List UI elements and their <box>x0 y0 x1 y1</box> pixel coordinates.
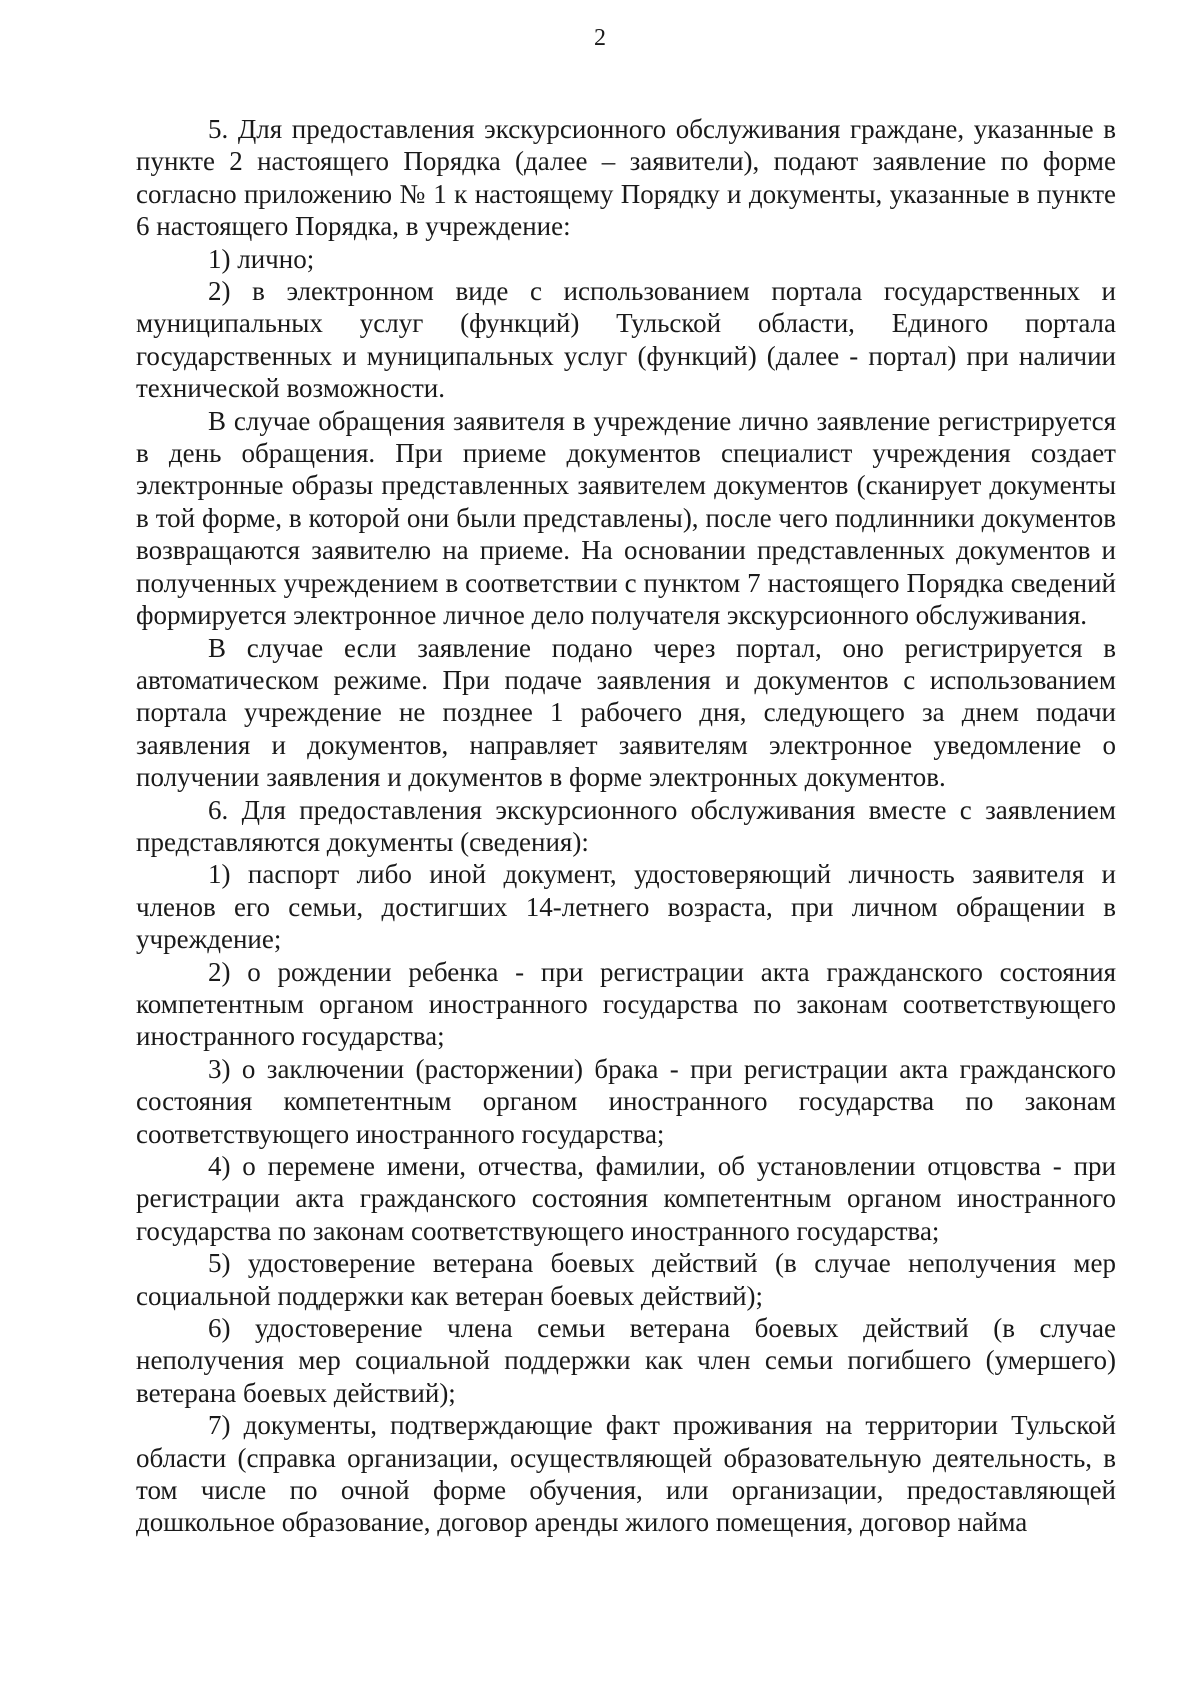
paragraph-in-person: В случае обращения заявителя в учреждение лично заявление регистрируется в день обращения. При приеме документов специалист учреждения создает электронные образы представленных заявителем документов (сканирует документы в той форме, в которой они были представлены), после чего подлинники документов возвращаются заявителю на приеме. На основании представленных документов и полученных учреждением в соответствии с пунктом 7 настоящего Порядка сведений формируется электронное личное дело получателя экскурсионного обслуживания. <box>136 405 1116 631</box>
paragraph-6-item-4: 4) о перемене имени, отчества, фамилии, об установлении отцовства - при регистрации акта гражданского состояния компетентным органом иностранного государства по законам соответствующего иностранного государства; <box>136 1151 1116 1246</box>
document-body <box>136 113 1116 1539</box>
paragraph-6-item-2: 2) о рождении ребенка - при регистрации акта гражданского состояния компетентным органом иностранного государства по законам соответствующего иностранного государства; <box>136 956 1116 1052</box>
paragraph-6-item-6: 6) удостоверение члена семьи ветерана боевых действий (в случае неполучения мер социальной поддержки как член семьи погибшего (умершего) ветерана боевых действий); <box>136 1313 1116 1408</box>
paragraph-6-item-7: 7) документы, подтверждающие факт проживания на территории Тульской области (справка организации, осуществляющей образовательную деятельность, в том числе по очной форме обучения, или организации, предоставляющей дошкольное образование, договор аренды жилого помещения, договор найма <box>136 1410 1116 1538</box>
paragraph-5-item-2: 2) в электронном виде с использованием портала государственных и муниципальных услуг (функций) Тульской области, Единого портала государственных и муниципальных услуг (функций) (далее - портал) при наличии технической возможности. <box>136 276 1116 404</box>
paragraph-6-item-1: 1) паспорт либо иной документ, удостоверяющий личность заявителя и членов его семьи, достигших 14-летнего возраста, при личном обращении в учреждение; <box>136 859 1116 955</box>
paragraph-6-item-5: 5) удостоверение ветерана боевых действий (в случае неполучения мер социальной поддержки как ветеран боевых действий); <box>136 1248 1116 1311</box>
paragraph-5-item-1: 1) лично; <box>208 243 315 274</box>
paragraph-portal: В случае если заявление подано через портал, оно регистрируется в автоматическом режиме. При подаче заявления и документов с использованием портала учреждение не позднее 1 рабочего дня, следующего за днем подачи заявления и документов, направляет заявителям электронное уведомление о получении заявления и документов в форме электронных документов. <box>136 632 1116 793</box>
paragraph-6: 6. Для предоставления экскурсионного обслуживания вместе с заявлением представляются документы (сведения): <box>136 794 1116 857</box>
paragraph-5: 5. Для предоставления экскурсионного обслуживания граждане, указанные в пункте 2 настоящего Порядка (далее – заявители), подают заявление по форме согласно приложению № 1 к настоящему Порядку и документы, указанные в пункте 6 настоящего Порядка, в учреждение: <box>136 114 1116 242</box>
paragraph-6-item-3: 3) о заключении (расторжении) брака - при регистрации акта гражданского состояния компетентным органом иностранного государства по законам соответствующего иностранного государства; <box>136 1053 1116 1149</box>
page-number: 2 <box>594 25 606 51</box>
